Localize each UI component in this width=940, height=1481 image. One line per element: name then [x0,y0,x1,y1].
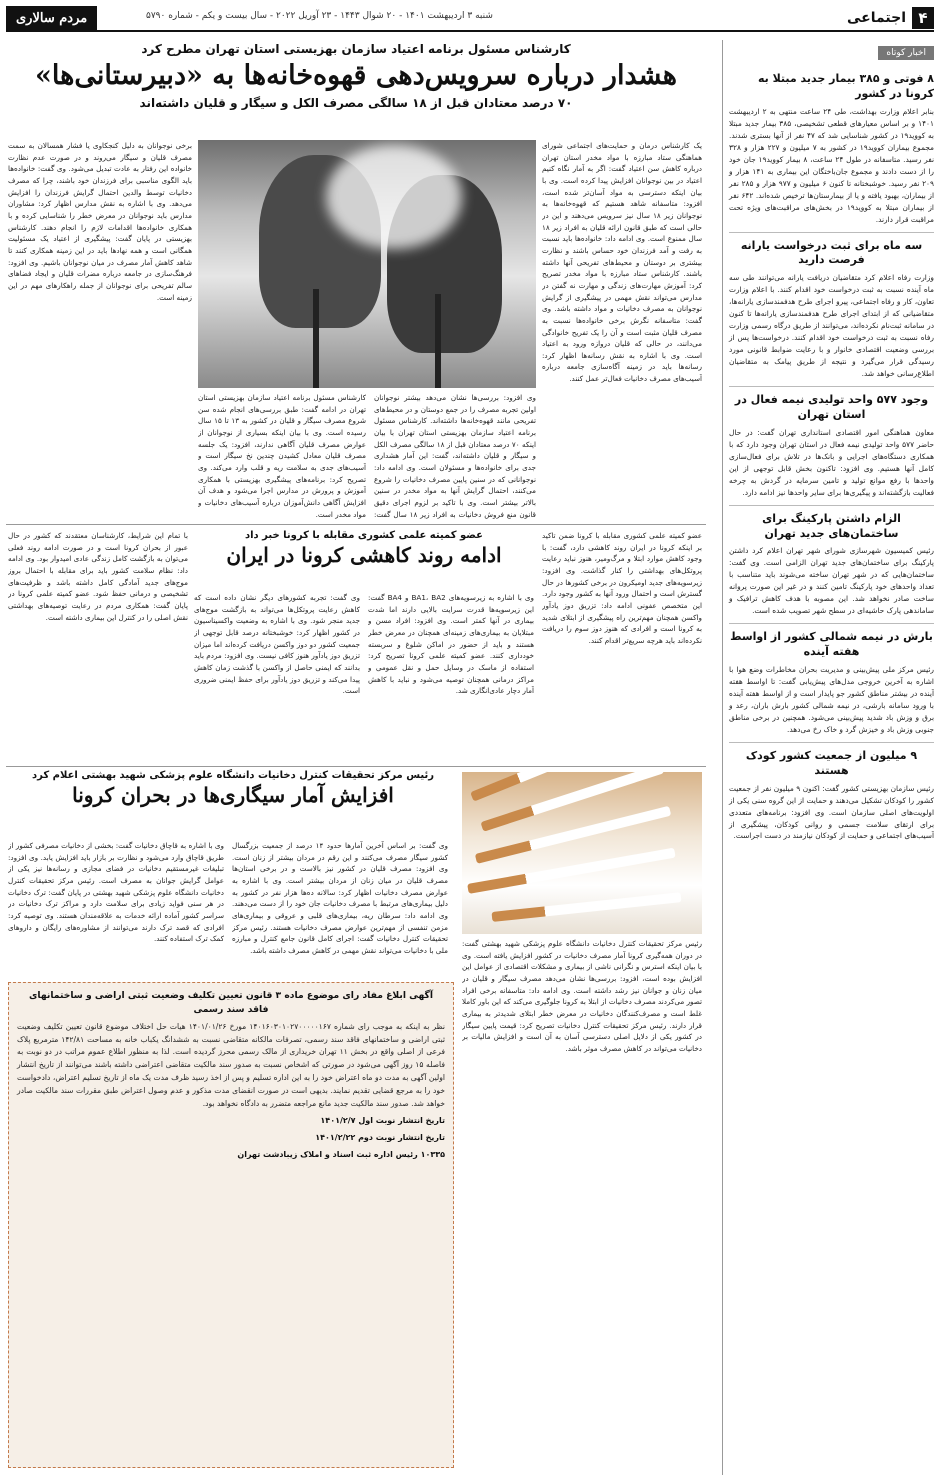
main-content [6,40,706,1480]
lead-story-titles [6,40,706,110]
brief-title: وجود ۵۷۷ واحد تولیدی نیمه فعال در استان تهران [734,393,929,421]
corona-column-3: وی گفت: تجربه کشورهای دیگر نشان داده است که کاهش رعایت پروتکل‌ها می‌تواند به بازگشت موج‌های جدید منجر شود. وی با اشاره به وضعیت واکسیناسیون در کشور اظهار کرد: خوشبختانه درصد قابل توجهی از جمعیت کشور دو دوز واکسن دریافت کرده‌اند اما میزان تزریق دوز یادآور هنوز کافی نیست. وی افزود: مردم باید بدانند که ایمنی حاصل از واکسن با گذشت زمان کاهش پیدا می‌کند و تزریق دوز یادآور برای حفظ ایمنی ضروری است. [194,593,360,696]
corona-column-4: با تمام این شرایط، کارشناسان معتقدند که کشور در حال عبور از بحران کرونا است و در صورت ادامه روند فعلی می‌توان به بازگشت کامل زندگی عادی امیدوار بود. وی ادامه داد: نظام سلامت کشور باید برای مقابله با احتمال بروز موج‌های جدید آمادگی کامل داشته باشد و ظرفیت‌های تشخیصی و درمانی حفظ شود. عضو کمیته علمی کرونا در پایان گفت: همکاری مردم در رعایت توصیه‌های بهداشتی نقش اصلی را در کنترل این بیماری داشته است. [8,531,188,622]
ad-date-second: تاریخ انتشار نوبت دوم ۱۴۰۱/۲/۲۲ [315,1132,445,1142]
tobacco-column-1: رئیس مرکز تحقیقات کنترل دخانیات دانشگاه علوم پزشکی شهید بهشتی گفت: در دوران همه‌گیری کرونا آمار مصرف دخانیات در کشور افزایش یافته است. وی با بیان اینکه استرس و نگرانی ناشی از بیماری و مشکلات اقتصادی از عوامل این افزایش بوده است، افزود: بررسی‌ها نشان می‌دهد مصرف سیگار و قلیان در میان زنان و جوانان نیز رشد داشته است. وی ادامه داد: متاسفانه برخی افراد تصور می‌کردند مصرف دخانیات از ابتلا به کرونا جلوگیری می‌کند که این باور کاملا غلط است و مصرف‌کنندگان دخانیات در معرض خطر ابتلای شدیدتر به بیماری قرار دارند. رئیس مرکز تحقیقات کنترل دخانیات تصریح کرد: قیمت پایین سیگار در کشور یکی از دلایل اصلی دسترسی آسان به آن است و افزایش مالیات بر دخانیات می‌تواند در کاهش مصرف موثر باشد. [462,939,702,1053]
tobacco-kicker: رئیس مرکز تحقیقات کنترل دخانیات دانشگاه علوم پزشکی شهید بهشتی اعلام کرد [32,770,434,781]
brief-body: رئیس سازمان بهزیستی کشور گفت: اکنون ۹ میلیون نفر از جمعیت کشور را کودکان تشکیل می‌دهند و حمایت از این گروه سنی یکی از اولویت‌های اصلی سازمان است. وی افزود: برنامه‌های متعددی برای ارتقای سلامت جسمی و روانی کودکان، پیشگیری از آسیب‌های اجتماعی و حمایت از کودکان نیازمند در دست اجراست. [729,783,934,841]
cigarettes-photo [462,772,702,934]
cigarette-shape [491,892,681,922]
lead-column-3: کارشناس مسئول برنامه اعتیاد سازمان بهزیستی استان تهران در ادامه گفت: طبق بررسی‌های انجام شده سن شروع مصرف سیگار و قلیان در کشور به ۱۳ تا ۱۵ سال رسیده است. وی با بیان اینکه بسیاری از نوجوانان از عوارض مصرف قلیان آگاهی ندارند، افزود: یک جلسه مصرف قلیان معادل کشیدن چندین نخ سیگار است و آسیب‌های جدی به سلامت ریه و قلب وارد می‌کند. وی تصریح کرد: برنامه‌های پیشگیری بهزیستی با همکاری آموزش و پرورش در مدارس اجرا می‌شود و هدف آن افزایش آگاهی دانش‌آموزان درباره آسیب‌های دخانیات و مواد مخدر است. [198,393,366,519]
hookah-smokers-photo [198,140,536,388]
section-name: اجتماعی [847,10,906,26]
page-header [6,6,934,32]
corona-kicker: عضو کمیته علمی کشوری مقابله با کرونا خبر داد [245,530,483,541]
registration-notice-ad [8,982,454,1468]
brief-body: وزارت رفاه اعلام کرد متقاضیان دریافت یارانه می‌توانند طی سه ماه آینده نسبت به ثبت درخواست خود اقدام کنند. با اعلام وزارت تعاون، کار و رفاه اجتماعی، پیرو اجرای طرح هدفمندسازی یارانه‌ها، متقاضیانی که از ابتدای اجرای طرح هدفمندسازی یارانه‌ها تا کنون در سامانه ثبت‌نام نکرده‌اند، می‌توانند از طریق درگاه رسمی وزارت رفاه نسبت به ثبت درخواست خود اقدام کنند. درخواست‌ها پس از بررسی وضعیت اقتصادی خانوار و با رعایت ضوابط قانونی مورد رسیدگی قرار می‌گیرد و نتیجه از طریق پیامک به متقاضیان اطلاع‌رسانی خواهد شد. [729,273,934,379]
lead-kicker: کارشناس مسئول برنامه اعتیاد سازمان بهزیستی استان تهران مطرح کرد [141,42,571,56]
page-number: ۴ [912,7,934,29]
corona-column-2: وی با اشاره به زیرسویه‌های BA1، BA2 و BA4 گفت: این زیرسویه‌ها قدرت سرایت بالایی دارند اما شدت بیماری در آنها کمتر است. وی افزود: افراد مسن و مبتلایان به بیماری‌های زمینه‌ای همچنان در معرض خطر هستند و باید از حضور در اماکن شلوغ و سربسته خودداری کنند. عضو کمیته علمی کرونا تصریح کرد: استفاده از ماسک در وسایل حمل و نقل عمومی و مراکز درمانی همچنان توصیه می‌شود و نباید با کاهش آمار دچار عادی‌انگاری شد. [368,593,534,696]
ad-signature: ۱۰۳۳۵ رئیس اداره ثبت اسناد و املاک زیبادشت تهران [237,1149,445,1159]
brief-body: رئیس کمیسیون شهرسازی شورای شهر تهران اعلام کرد داشتن پارکینگ برای ساختمان‌های جدید تهران الزامی است. وی گفت: ساختمان‌هایی که در شهر تهران ساخته می‌شوند باید متناسب با تعداد واحدهای خود پارکینگ تامین کنند و در غیر این صورت پروانه ساخت صادر نخواهد شد. این مصوبه با هدف کاهش ترافیک و ساماندهی پارک حاشیه‌ای در سطح شهر تصویب شده است. [729,546,934,616]
newspaper-logo: مردم سالاری [6,6,97,30]
divider [6,766,706,767]
ad-title: آگهی ابلاغ مفاد رای موضوع ماده ۳ قانون تعیین تکلیف وضعیت ثبتی اراضی و ساختمانهای فاقد سند رسمی [28,990,434,1015]
lead-column-2: وی افزود: بررسی‌ها نشان می‌دهد بیشتر نوجوانان اولین تجربه مصرف را در جمع دوستان و در محیط‌های تفریحی مانند قهوه‌خانه‌ها داشته‌اند. کارشناس مسئول برنامه اعتیاد سازمان بهزیستی استان تهران با بیان اینکه ۷۰ درصد معتادان قبل از ۱۸ سالگی مصرف الکل و سیگار و قلیان داشته‌اند، گفت: این آمار هشداری جدی برای خانواده‌ها و مسئولان است. وی ادامه داد: نوجوانانی که در سنین پایین مصرف دخانیات را شروع می‌کنند، احتمال گرایش آنها به مواد مخدر در سنین بالاتر بیشتر است. وی با تاکید بر لزوم اجرای دقیق قانون منع فروش دخانیات به افراد زیر ۱۸ سال گفت: [374,393,536,519]
brief-title: سه ماه برای ثبت درخواست یارانه فرصت دارید [740,238,923,267]
brief-title: ۸ فوتی و ۳۸۵ بیمار جدید مبتلا به کرونا در کشور [757,72,934,100]
brief-title: ۹ میلیون از جمعیت کشور کودک هستند [745,748,918,777]
divider [6,524,706,525]
corona-column-1: عضو کمیته علمی کشوری مقابله با کرونا ضمن تاکید بر اینکه کرونا در ایران روند کاهشی دارد، گفت: با وجود کاهش موارد ابتلا و مرگ‌ومیر، هنوز نباید رعایت پروتکل‌های بهداشتی را کنار گذاشت. وی افزود: زیرسویه‌های جدید اومیکرون در برخی کشورها در حال گسترش است و احتمال ورود آنها به کشور وجود دارد. این متخصص عفونی ادامه داد: تزریق دوز یادآور واکسن همچنان مهم‌ترین راه پیشگیری از ابتلای شدید به کرونا است و افرادی که هنوز دوز سوم را دریافت نکرده‌اند باید هرچه سریع‌تر اقدام کنند. [542,531,702,645]
lead-subhead: ۷۰ درصد معتادان قبل از ۱۸ سالگی مصرف الکل و سیگار و قلیان داشته‌اند [139,96,573,111]
lead-column-1: یک کارشناس درمان و حمایت‌های اجتماعی شورای هماهنگی ستاد مبارزه با مواد مخدر استان تهران درباره کاهش سن اعتیاد گفت: اگر به آمار نگاه کنیم اعتیاد در بین نوجوانان افزایش پیدا کرده است. وی با بیان اینکه دسترسی به مواد آسان‌تر شده است، افزود: متاسفانه شاهد هستیم که قهوه‌خانه‌ها به نوجوانان زیر ۱۸ سال نیز سرویس می‌دهند و این در حالی است که طبق قانون ارائه قلیان به افراد زیر ۱۸ سال ممنوع است. وی ادامه داد: خانواده‌ها باید نسبت به رفت و آمد فرزندان خود حساس باشند و نظارت بیشتری بر دوستان و محیط‌های تفریحی آنها داشته باشند. کارشناس ستاد مبارزه با مواد مخدر تصریح کرد: آموزش مهارت‌های زندگی و مهارت نه گفتن در مدارس می‌تواند نقش مهمی در پیشگیری از گرایش نوجوانان به مصرف دخانیات و مواد داشته باشد. وی گفت: متاسفانه نگرش برخی خانواده‌ها نسبت به مصرف قلیان مثبت است و آن را یک تفریح خانوادگی می‌دانند، در حالی که قلیان دروازه ورود به اعتیاد است. وی با اشاره به نقش رسانه‌ها اظهار کرد: رسانه‌ها باید در زمینه آگاه‌سازی جامعه درباره آسیب‌های مصرف دخانیات فعال‌تر عمل کنند. [542,141,702,384]
corona-titles [194,530,534,567]
divider [729,386,934,387]
brief-body: رئیس مرکز ملی پیش‌بینی و مدیریت بحران مخاطرات وضع هوا با اشاره به آخرین خروجی مدل‌های پیش‌یابی گفت: تا اواسط هفته آینده در بیشتر مناطق کشور جو پایدار است و از اواسط هفته آینده با ورود سامانه بارشی، در نیمه شمالی کشور بارش باران، رعد و برق و وزش باد شدید پیش‌بینی می‌شود. همچنین در برخی مناطق جنوبی وزش باد و خیزش گرد و خاک رخ می‌دهد. [729,664,934,734]
tobacco-column-3: وی با اشاره به قاچاق دخانیات گفت: بخشی از دخانیات مصرفی کشور از طریق قاچاق وارد می‌شود و نظارت بر بازار باید افزایش یابد. وی افزود: تبلیغات غیرمستقیم دخانیات در فضای مجازی و رسانه‌ها نیز یکی از عوامل گرایش جوانان به مصرف است. رئیس مرکز تحقیقات کنترل دخانیات دانشگاه علوم پزشکی شهید بهشتی در پایان گفت: ترک دخانیات در هر سنی فواید زیادی برای سلامت دارد و مراکز ترک دخانیات در سراسر کشور آماده ارائه خدمات به علاقه‌مندان هستند. وی توصیه کرد: افرادی که قصد ترک دارند می‌توانند از مشاوره‌های رایگان و داروهای کمک ترک استفاده کنند. [8,841,224,944]
tobacco-headline: افزایش آمار سیگاری‌ها در بحران کرونا [72,783,394,807]
ad-body: نظر به اینکه به موجب رای شماره ۱۴۰۱۶۰۳۰۱۰۲۷۰۰۰۰۰۱۶۷ مورخ ۱۴۰۱/۰۱/۲۶ هیات حل اختلاف موضوع قانون تعیین تکلیف وضعیت ثبتی اراضی و ساختمانهای فاقد سند رسمی، تصرفات مالکانه متقاضی نسبت به ششدانگ یکباب خانه به مساحت ۱۴۲/۸۱ مترمربع پلاک فرعی از اصلی واقع در بخش ۱۱ تهران خریداری از مالک رسمی محرز گردیده است. لذا به منظور اطلاع عموم مراتب در دو نوبت به فاصله ۱۵ روز آگهی می‌شود در صورتی که اشخاص نسبت به صدور سند مالکیت متقاضی اعتراضی داشته باشند می‌توانند از تاریخ انتشار اولین آگهی به مدت دو ماه اعتراض خود را به این اداره تسلیم و پس از اخذ رسید ظرف مدت یک ماه از تاریخ تسلیم اعتراض، دادخواست خود را به مرجع قضایی تقدیم نمایند. بدیهی است در صورت انقضای مدت مذکور و عدم وصول اعتراض طبق مقررات سند مالکیت صادر خواهد شد. صدور سند مالکیت جدید مانع مراجعه متضرر به دادگاه نخواهد بود. [17,1021,446,1109]
section-label [847,6,934,30]
corona-headline: ادامه روند کاهشی کرونا در ایران [226,543,502,567]
tobacco-column-2: وی گفت: بر اساس آخرین آمارها حدود ۱۴ درصد از جمعیت بزرگسال کشور سیگار مصرف می‌کنند و این رقم در مردان بیشتر از زنان است. وی افزود: مصرف قلیان در کشور نیز بالاست و در برخی استان‌ها مصرف قلیان در میان زنان از مردان بیشتر است. وی با اشاره به عوارض مصرف دخانیات اظهار کرد: سالانه ده‌ها هزار نفر در کشور به دلیل بیماری‌های مرتبط با مصرف دخانیات جان خود را از دست می‌دهند. وی ادامه داد: سرطان ریه، بیماری‌های قلبی و عروقی و بیماری‌های مزمن تنفسی از مهم‌ترین عوارض مصرف دخانیات هستند. رئیس مرکز تحقیقات کنترل دخانیات گفت: اجرای کامل قانون جامع کنترل و مبارزه ملی با دخانیات می‌تواند نقش مهمی در کاهش مصرف داشته باشد. [232,841,448,955]
brief-title: الزام داشتن پارکینگ برای ساختمان‌های جدید تهران [762,511,901,540]
briefs-label: اخبار کوتاه [878,46,934,60]
date-line: شنبه ۳ اردیبهشت ۱۴۰۱ - ۲۰ شوال ۱۴۴۳ - ۲۳ آوریل ۲۰۲۲ - سال بیست و یکم - شماره ۵۷۹۰ [146,11,493,21]
lead-column-4: برخی نوجوانان به دلیل کنجکاوی یا فشار همسالان به سمت مصرف قلیان و سیگار می‌روند و در صورت عدم نظارت خانواده این رفتار به عادت تبدیل می‌شود. وی گفت: خانواده‌ها باید الگوی مناسبی برای فرزندان خود باشند، چرا که مصرف دخانیات توسط والدین احتمال گرایش فرزندان را افزایش می‌دهد. وی با اشاره به نقش مدارس اظهار کرد: مشاوران مدارس باید نوجوانان در معرض خطر را شناسایی کرده و با همکاری خانواده‌ها اقدامات لازم را انجام دهند. کارشناس بهزیستی در پایان گفت: پیشگیری از اعتیاد یک مسئولیت همگانی است و همه نهادها باید در این زمینه همکاری کنند تا شاهد کاهش آمار مصرف در میان نوجوانان باشیم. وی افزود: فرهنگ‌سازی در جامعه درباره مضرات قلیان و ایجاد فضاهای سالم تفریحی برای نوجوانان از جمله راهکارهای مهم در این زمینه است. [8,141,192,302]
hookah-hose [313,289,319,388]
ad-date-first: تاریخ انتشار نوبت اول ۱۴۰۱/۲/۷ [320,1115,445,1125]
smoke-cloud [326,145,461,249]
brief-body: معاون هماهنگی امور اقتصادی استانداری تهران گفت: در حال حاضر ۵۷۷ واحد تولیدی نیمه فعال در استان تهران وجود دارد که با همکاری دستگاه‌های اجرایی و بانک‌ها در تلاش برای فعال‌سازی کامل آنها هستیم. وی افزود: تاکنون بخش قابل توجهی از این واحدها با رفع موانع تولید و تامین سرمایه در گردش به چرخه فعالیت بازگشته‌اند و پیگیری‌ها برای سایر واحدها نیز ادامه دارد. [729,427,934,497]
tobacco-titles [8,770,458,807]
divider [729,623,934,624]
brief-body: بنابر اعلام وزارت بهداشت، طی ۲۴ ساعت منتهی به ۲ اردیبهشت ۱۴۰۱ و بر اساس معیارهای قطعی تشخیصی، ۳۸۵ بیمار جدید مبتلا به کووید۱۹ در کشور شناسایی شد که ۴۷ نفر از آنها بستری شدند. مجموع بیماران کووید۱۹ در کشور به ۷ میلیون و ۲۲۷ هزار و ۳۲۸ نفر رسید. متاسفانه در طول ۲۴ ساعت، ۸ بیمار کووید۱۹ جان خود را از دست دادند و مجموع جان‌باختگان این بیماری به ۱۴۱ هزار و ۲۰۹ نفر رسید. خوشبختانه تا کنون ۶ میلیون و ۹۷۷ هزار و ۲۸۵ نفر از بیماران، بهبود یافته و یا از بیمارستان‌ها ترخیص شده‌اند. ۶۴۲ نفر از بیماران مبتلا به کووید۱۹ در بخش‌های مراقبت‌های ویژه تحت مراقبت قرار دارند. [729,106,934,224]
hookah-hose [435,294,441,388]
divider [729,742,934,743]
divider [729,505,934,506]
brief-title: بارش در نیمه شمالی کشور از اواسط هفته آینده [730,630,933,659]
lead-headline: هشدار درباره سرویس‌دهی قهوه‌خانه‌ها به «دبیرستانی‌ها» [35,60,677,91]
news-briefs-column [722,40,934,1475]
divider [729,232,934,233]
